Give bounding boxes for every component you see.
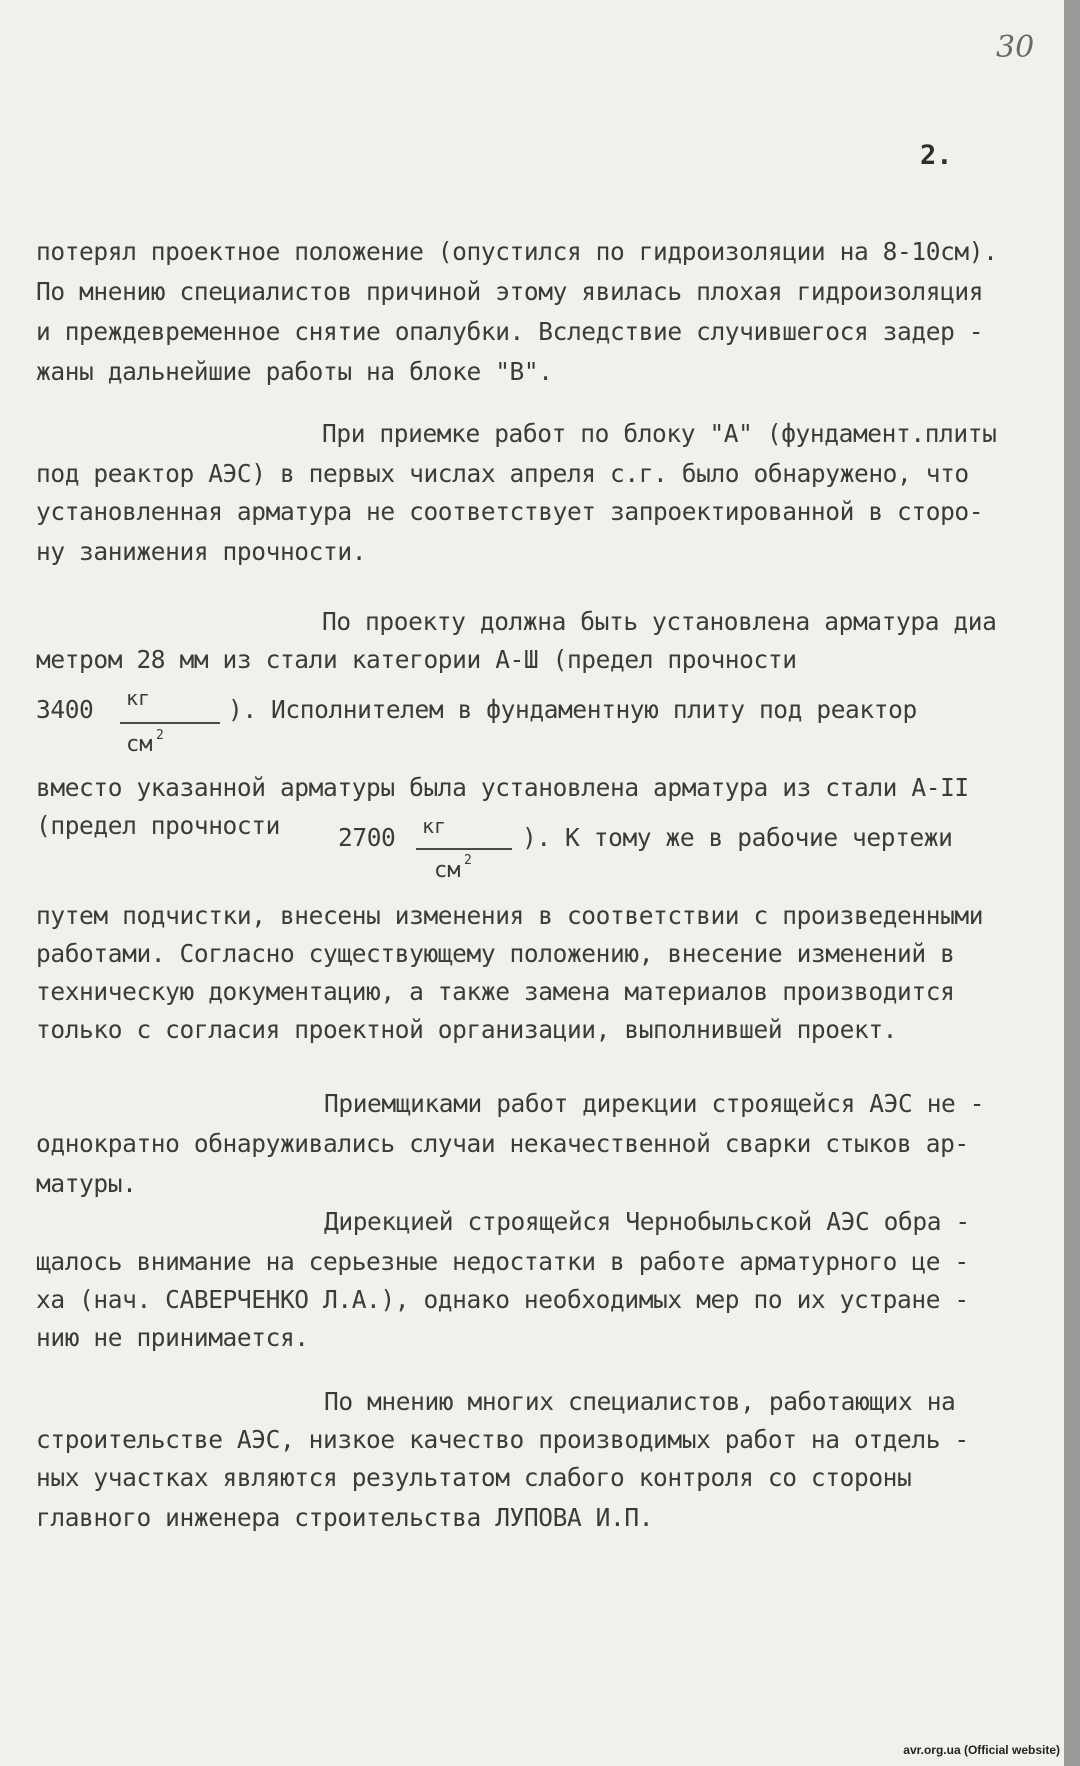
text-line: По мнению многих специалистов, работающих на — [324, 1387, 956, 1416]
text-line: строительстве АЭС, низкое качество производимых работ на отдель - — [36, 1425, 969, 1454]
text-line: ну занижения прочности. — [36, 537, 367, 566]
fraction-bar — [416, 848, 512, 850]
text-line: только с согласия проектной организации, выполнившей проект. — [36, 1015, 898, 1044]
fraction-exponent: 2 — [156, 728, 164, 743]
text-line: Приемщиками работ дирекции строящейся АЭС не - — [324, 1089, 985, 1118]
fraction-exponent: 2 — [464, 853, 472, 868]
text-line: матуры. — [36, 1169, 137, 1198]
fraction-numerator: кг — [422, 814, 447, 838]
text-line: установленная арматура не соответствует запроектированной в сторо- — [36, 497, 984, 526]
text-line: главного инженера строительства ЛУПОВА И.П. — [36, 1503, 654, 1532]
fraction-numerator: кг — [126, 686, 151, 710]
archive-sheet-number: 30 — [996, 30, 1035, 65]
strength-value-3400: 3400 — [36, 695, 94, 724]
source-watermark: avr.org.ua (Official website) — [903, 1743, 1060, 1757]
text-line: под реактор АЭС) в первых числах апреля с.г. было обнаружено, что — [36, 459, 969, 488]
scan-edge — [1064, 0, 1080, 1766]
text-line: (предел прочности — [36, 811, 280, 840]
fraction-denominator: см — [434, 858, 461, 883]
text-line: вместо указанной арматуры была установлена арматура из стали А-II — [36, 773, 969, 802]
strength-value-2700: 2700 — [338, 823, 396, 852]
text-line: Дирекцией строящейся Чернобыльской АЭС обра - — [324, 1207, 970, 1236]
text-line: работами. Согласно существующему положению, внесение изменений в — [36, 939, 955, 968]
text-line: однократно обнаруживались случаи некачественной сварки стыков ар- — [36, 1129, 969, 1158]
fraction-denominator: см — [126, 732, 153, 757]
text-line: ных участках являются результатом слабого контроля со стороны — [36, 1463, 912, 1492]
text-line: По проекту должна быть установлена арматура диа — [322, 607, 997, 636]
text-line: потерял проектное положение (опустился по гидроизоляции на 8-10см). — [36, 237, 998, 266]
text-line: При приемке работ по блоку "А" (фундамент.плиты — [322, 419, 997, 448]
text-line: По мнению специалистов причиной этому явилась плохая гидроизоляция — [36, 277, 984, 306]
text-line: ха (нач. САВЕРЧЕНКО Л.А.), однако необходимых мер по их устране - — [36, 1285, 969, 1314]
text-line: ). К тому же в рабочие чертежи — [522, 823, 953, 852]
text-line: техническую документацию, а также замена материалов производится — [36, 977, 955, 1006]
text-line: жаны дальнейшие работы на блоке "В". — [36, 357, 553, 386]
fraction-bar — [120, 722, 220, 724]
text-line: путем подчистки, внесены изменения в соответствии с произведенными — [36, 901, 984, 930]
text-line: щалось внимание на серьезные недостатки в работе арматурного це - — [36, 1247, 969, 1276]
text-line: и преждевременное снятие опалубки. Вследствие случившегося задер - — [36, 317, 984, 346]
page-number: 2. — [920, 140, 953, 171]
text-line: нию не принимается. — [36, 1323, 309, 1352]
text-line: метром 28 мм из стали категории А-Ш (предел прочности — [36, 645, 797, 674]
text-line: ). Исполнителем в фундаментную плиту под реактор — [228, 695, 917, 724]
